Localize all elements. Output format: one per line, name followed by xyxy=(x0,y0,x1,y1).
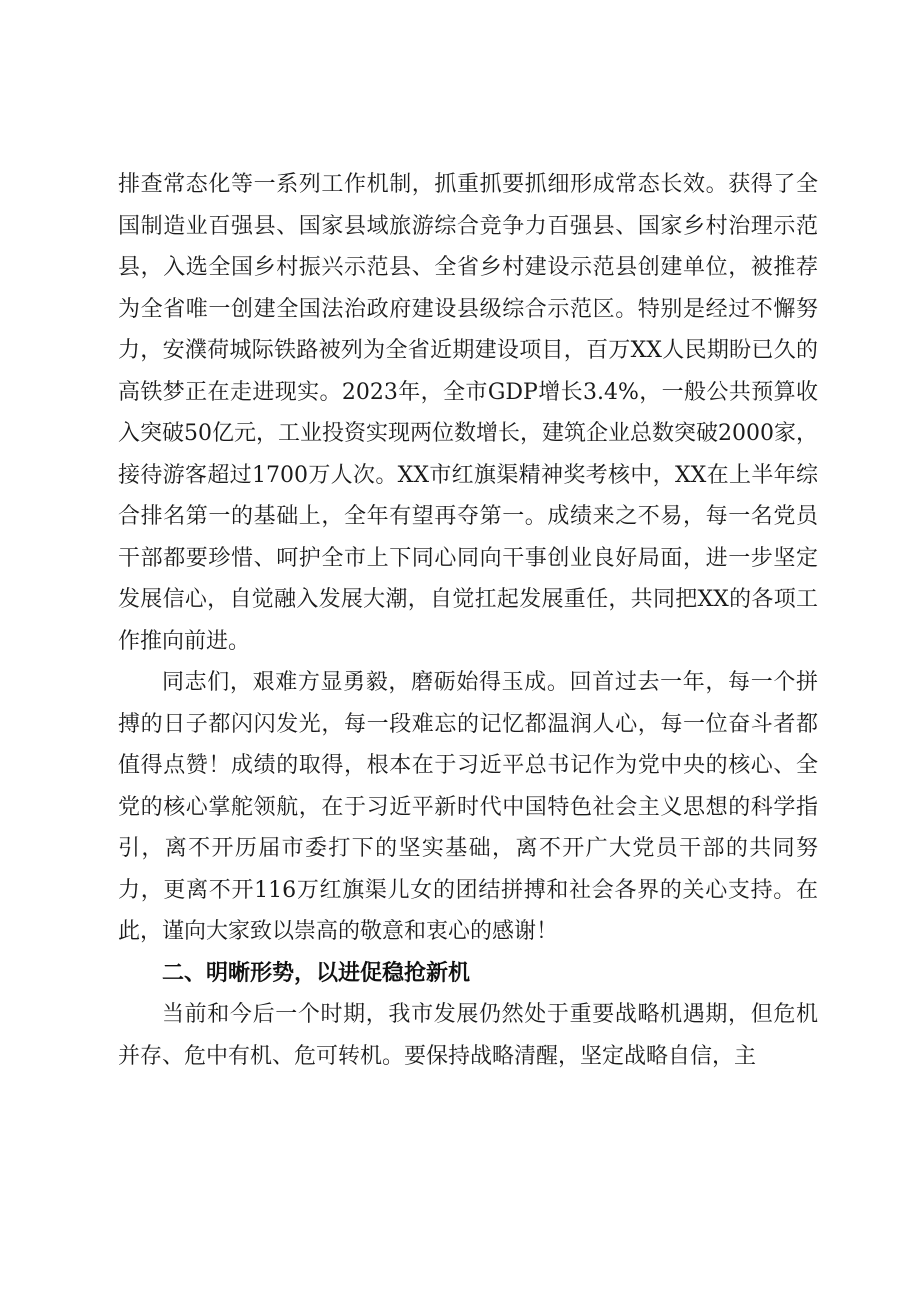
section-heading: 二、明晰形势，以进促稳抢新机 xyxy=(162,960,471,986)
paragraph-situation: 当前和今后一个时期，我市发展仍然处于重要战略机遇期，但危机并存、危中有机、危可转机。要保持战略清醒，坚定战略自信，主 xyxy=(118,1002,818,1069)
paragraph-continuation: 排查常态化等一系列工作机制，抓重抓要抓细形成常态长效。获得了全国制造业百强县、国家县域旅游综合竞争力百强县、国家乡村治理示范县，入选全国乡村振兴示范县、全省乡村建设示范县创建单位，被推荐为全省唯一创建全国法治政府建设县级综合示范区。特别是经过不懈努力，安濮荷城际铁路被列为全省近期建设项目，百万XX人民期盼已久的高铁梦正在走进现实。2023年，全市GDP增长3.4%，一般公共预算收入突破50亿元，工业投资实现两位数增长，建筑企业总数突破2000家，接待游客超过1700万人次。XX市红旗渠精神奖考核中，XX在上半年综合排名第一的基础上，全年有望再夺第一。成绩来之不易，每一名党员干部都要珍惜、呵护全市上下同心同向干事创业良好局面，进一步坚定发展信心，自觉融入发展大潮，自觉扛起发展重任，共同把XX的各项工作推向前进。 xyxy=(118,172,818,654)
document-body xyxy=(118,164,818,1077)
paragraph-acknowledgement: 同志们，艰难方显勇毅，磨砺始得玉成。回首过去一年，每一个拼搏的日子都闪闪发光，每一段难忘的记忆都温润人心，每一位奋斗者都值得点赞！成绩的取得，根本在于习近平总书记作为党中央的核心、全党的核心掌舵领航，在于习近平新时代中国特色社会主义思想的科学指引，离不开历届市委打下的坚实基础，离不开广大党员干部的共同努力，更离不开116万红旗渠儿女的团结拼搏和社会各界的关心支持。在此，谨向大家致以崇高的敬意和衷心的感谢！ xyxy=(118,670,818,944)
